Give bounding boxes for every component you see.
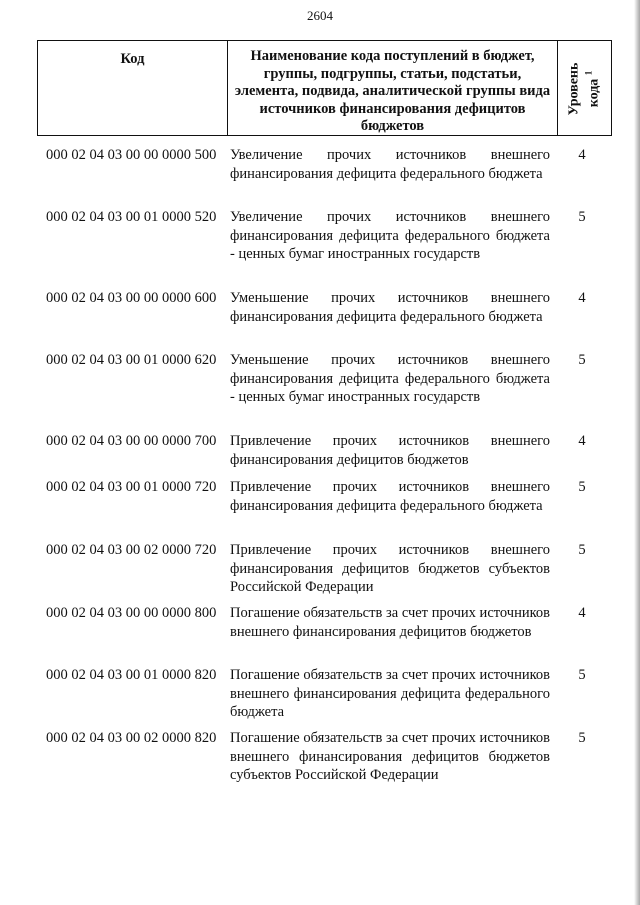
row-level: 4 <box>578 605 586 621</box>
row-level: 4 <box>578 147 586 163</box>
row-level: 4 <box>578 433 586 449</box>
row-level: 5 <box>578 667 586 683</box>
row-code: 000 02 04 03 00 02 0000 720 <box>46 542 217 558</box>
row-level: 5 <box>578 352 586 368</box>
header-level-footnote: 1 <box>583 70 594 76</box>
row-code: 000 02 04 03 00 00 0000 700 <box>46 433 217 449</box>
header-level-text <box>567 63 602 116</box>
row-code: 000 02 04 03 00 00 0000 600 <box>46 290 217 306</box>
row-name: Уменьшение прочих источников внешнего финансирования дефицита федерального бюджета - ценных бумаг иностранных государств <box>230 352 550 405</box>
row-name: Привлечение прочих источников внешнего финансирования дефицита федерального бюджета <box>230 479 550 514</box>
page-number: 2604 <box>307 8 333 23</box>
row-name: Увеличение прочих источников внешнего финансирования дефицита федерального бюджета - ценных бумаг иностранных государств <box>230 209 550 262</box>
row-code: 000 02 04 03 00 01 0000 620 <box>46 352 217 368</box>
row-code: 000 02 04 03 00 00 0000 800 <box>46 605 217 621</box>
row-name: Привлечение прочих источников внешнего финансирования дефицитов бюджетов <box>230 433 550 468</box>
row-level: 5 <box>578 542 586 558</box>
row-name: Привлечение прочих источников внешнего финансирования дефицитов бюджетов субъектов Российской Федерации <box>230 542 550 595</box>
row-code: 000 02 04 03 00 01 0000 820 <box>46 667 217 683</box>
row-code: 000 02 04 03 00 01 0000 520 <box>46 209 217 225</box>
row-level: 5 <box>578 479 586 495</box>
header-name: Наименование кода поступлений в бюджет, группы, подгруппы, статьи, подстатьи, элемента, подвида, аналитической группы вида источников финансирования дефицитов бюджетов <box>228 41 558 135</box>
row-level: 4 <box>578 290 586 306</box>
row-name: Уменьшение прочих источников внешнего финансирования дефицита федерального бюджета <box>230 290 550 325</box>
row-name: Погашение обязательств за счет прочих источников внешнего финансирования дефицита федерального бюджета <box>230 667 550 720</box>
row-code: 000 02 04 03 00 00 0000 500 <box>46 147 217 163</box>
row-code: 000 02 04 03 00 02 0000 820 <box>46 730 217 746</box>
scan-edge-shadow <box>634 0 640 905</box>
header-level <box>558 41 611 135</box>
row-code: 000 02 04 03 00 01 0000 720 <box>46 479 217 495</box>
header-level-line2: кода <box>586 78 602 108</box>
row-level: 5 <box>578 730 586 746</box>
table-header <box>37 40 612 136</box>
row-name: Погашение обязательств за счет прочих источников внешнего финансирования дефицитов бюджетов <box>230 605 550 640</box>
row-name: Погашение обязательств за счет прочих источников внешнего финансирования дефицитов бюджетов субъектов Российской Федерации <box>230 730 550 783</box>
row-name: Увеличение прочих источников внешнего финансирования дефицита федерального бюджета <box>230 147 550 182</box>
row-level: 5 <box>578 209 586 225</box>
header-code: Код <box>38 41 228 135</box>
header-level-line1: Уровень <box>566 62 582 116</box>
